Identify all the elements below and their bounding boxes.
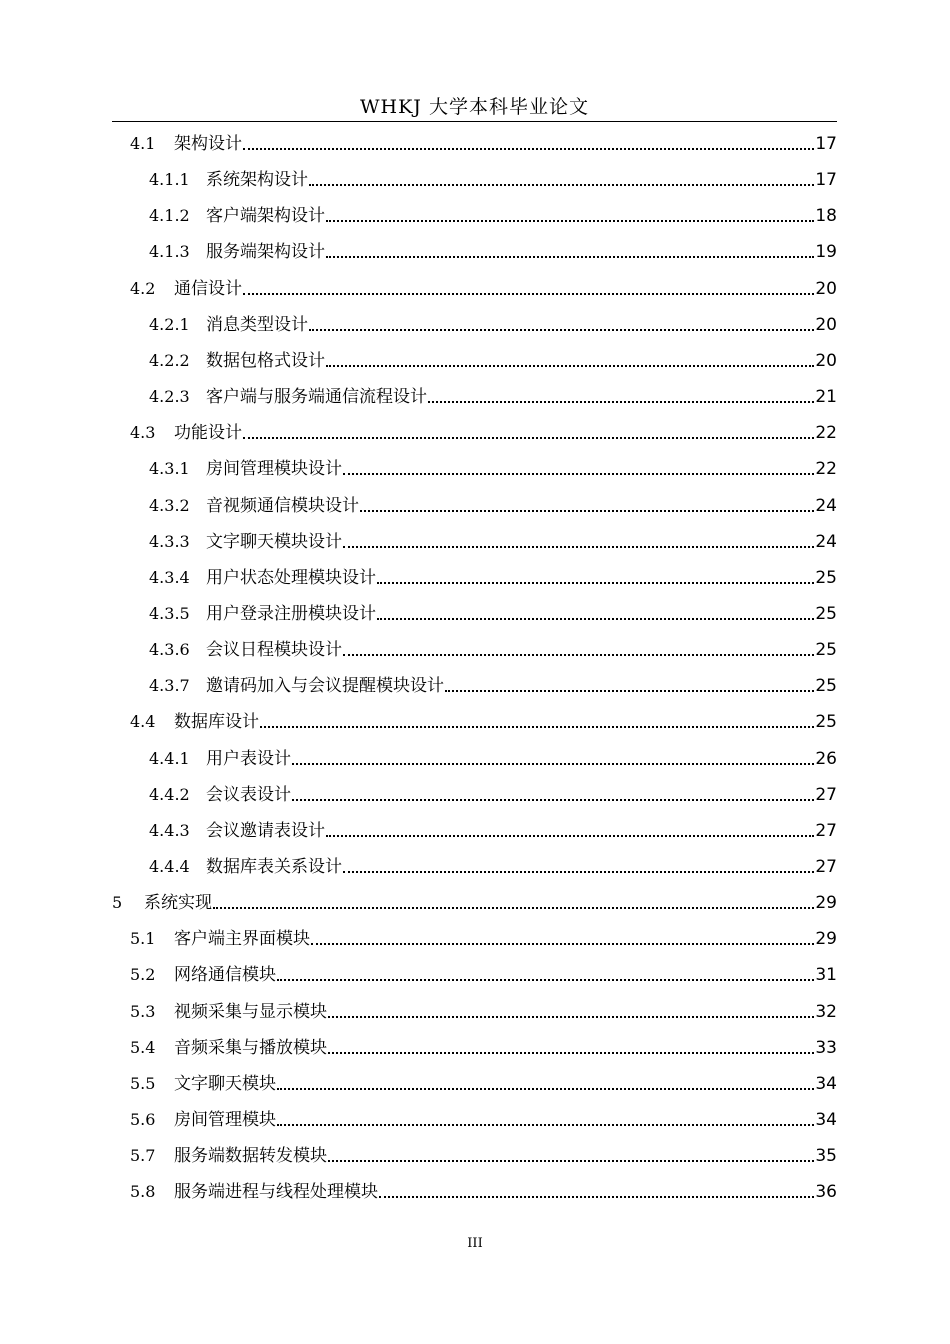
toc-entry-title: 文字聊天模块设计 xyxy=(206,531,342,552)
toc-entry-page: 27 xyxy=(815,784,837,805)
toc-entry-number: 4.3.2 xyxy=(149,495,190,515)
toc-entry-number: 5.3 xyxy=(130,1001,156,1021)
toc-entry-page: 25 xyxy=(815,567,837,588)
toc-entry[interactable] xyxy=(130,1181,837,1203)
dot-leader xyxy=(309,184,814,186)
toc-entry-title: 客户端与服务端通信流程设计 xyxy=(206,387,427,408)
toc-entry-title: 音视频通信模块设计 xyxy=(206,495,359,516)
toc-entry-number: 4.2.1 xyxy=(149,314,190,334)
toc-entry-title: 客户端主界面模块 xyxy=(174,929,310,950)
toc-entry-number: 5 xyxy=(112,893,123,913)
toc-entry-page: 25 xyxy=(815,712,837,733)
toc-entry-number: 5.1 xyxy=(130,929,156,949)
toc-entry-number: 5.4 xyxy=(130,1037,156,1057)
dot-leader xyxy=(260,726,814,728)
toc-entry-number: 5.8 xyxy=(130,1182,156,1202)
toc-entry[interactable] xyxy=(149,567,837,589)
toc-entry-title: 会议表设计 xyxy=(206,784,291,805)
toc-entry-page: 34 xyxy=(815,1073,837,1094)
toc-entry-title: 数据库表关系设计 xyxy=(206,857,342,877)
toc-entry[interactable] xyxy=(130,1109,837,1131)
dot-leader xyxy=(343,546,814,548)
dot-leader xyxy=(277,1088,814,1090)
toc-entry-title: 数据包格式设计 xyxy=(206,350,325,371)
dot-leader xyxy=(213,907,814,909)
toc-entry-title: 服务端数据转发模块 xyxy=(174,1146,327,1167)
dot-leader xyxy=(326,256,814,258)
dot-leader xyxy=(328,1016,814,1018)
toc-entry[interactable] xyxy=(149,495,837,517)
toc-entry-title: 功能设计 xyxy=(174,423,242,444)
toc-entry-title: 系统实现 xyxy=(144,893,212,914)
dot-leader xyxy=(326,220,814,222)
toc-entry-number: 5.2 xyxy=(130,965,156,985)
toc-entry[interactable] xyxy=(130,928,837,950)
toc-entry-number: 4.4 xyxy=(130,712,156,732)
toc-entry-page: 27 xyxy=(815,857,837,877)
toc-entry-page: 17 xyxy=(815,170,837,191)
toc-entry-page: 20 xyxy=(815,278,837,299)
toc-entry-number: 4.3 xyxy=(130,423,156,443)
toc-entry[interactable] xyxy=(130,1145,837,1167)
toc-entry[interactable] xyxy=(149,784,837,806)
toc-entry-page: 27 xyxy=(815,820,837,841)
toc-entry[interactable] xyxy=(130,1037,837,1059)
dot-leader xyxy=(243,293,814,295)
dot-leader xyxy=(377,618,814,620)
toc-entry[interactable] xyxy=(130,1001,837,1023)
toc-entry-page: 20 xyxy=(815,350,837,371)
toc-entry-page: 34 xyxy=(815,1110,837,1131)
toc-entry-title: 音频采集与播放模块 xyxy=(174,1037,327,1058)
toc-entry[interactable] xyxy=(149,350,837,372)
toc-entry-title: 用户表设计 xyxy=(206,748,291,769)
toc-entry-page: 35 xyxy=(815,1146,837,1167)
toc-entry[interactable] xyxy=(149,820,837,842)
toc-entry-number: 4.1 xyxy=(130,134,156,153)
dot-leader xyxy=(445,690,814,692)
dot-leader xyxy=(326,365,814,367)
toc-entry-page: 31 xyxy=(815,965,837,986)
toc-entry[interactable] xyxy=(130,278,837,300)
toc-entry-number: 4.4.1 xyxy=(149,748,190,768)
dot-leader xyxy=(343,473,814,475)
toc-entry-title: 网络通信模块 xyxy=(174,965,276,986)
toc-entry-number: 4.2 xyxy=(130,278,156,298)
dot-leader xyxy=(343,654,814,656)
toc-entry-page: 29 xyxy=(815,929,837,950)
toc-entry-title: 房间管理模块设计 xyxy=(206,459,342,480)
toc-entry-title: 用户登录注册模块设计 xyxy=(206,603,376,624)
toc-entry-title: 邀请码加入与会议提醒模块设计 xyxy=(206,676,444,697)
toc-entry[interactable] xyxy=(149,205,837,227)
toc-entry-number: 4.1.1 xyxy=(149,170,190,190)
toc-entry-title: 消息类型设计 xyxy=(206,314,308,335)
toc-entry-page: 22 xyxy=(815,423,837,444)
toc-entry-page: 26 xyxy=(815,748,837,769)
toc-entry-page: 19 xyxy=(815,242,837,263)
dot-leader xyxy=(292,799,814,801)
toc-entry-page: 20 xyxy=(815,314,837,335)
dot-leader xyxy=(328,1052,814,1054)
dot-leader xyxy=(277,1124,814,1126)
toc-entry-title: 架构设计 xyxy=(174,134,242,154)
toc-entry[interactable] xyxy=(130,422,837,444)
toc-entry-page: 25 xyxy=(815,603,837,624)
toc-entry-number: 4.4.3 xyxy=(149,820,190,840)
toc-entry-title: 服务端进程与线程处理模块 xyxy=(174,1182,378,1203)
toc-entry-page: 24 xyxy=(815,495,837,516)
toc-entry-number: 4.3.4 xyxy=(149,567,190,587)
toc-entry-page: 17 xyxy=(815,134,837,154)
toc-entry[interactable] xyxy=(130,711,837,733)
page-number: III xyxy=(467,1236,483,1251)
toc-entry-number: 4.1.2 xyxy=(149,206,190,226)
dot-leader xyxy=(309,329,814,331)
toc-entry[interactable] xyxy=(149,531,837,553)
toc-entry-title: 视频采集与显示模块 xyxy=(174,1001,327,1022)
toc-entry-page: 25 xyxy=(815,640,837,661)
toc-entry[interactable] xyxy=(149,675,837,697)
toc-entry-page: 29 xyxy=(815,893,837,914)
toc-entry-page: 25 xyxy=(815,676,837,697)
header-rule xyxy=(112,121,837,122)
dot-leader xyxy=(343,871,814,873)
toc-entry-page: 32 xyxy=(815,1001,837,1022)
dot-leader xyxy=(428,401,814,403)
toc-entry[interactable] xyxy=(149,386,837,408)
toc-entry-number: 5.5 xyxy=(130,1073,156,1093)
toc-entry-title: 会议日程模块设计 xyxy=(206,640,342,661)
toc-entry[interactable] xyxy=(149,856,837,878)
toc-entry-title: 服务端架构设计 xyxy=(206,242,325,263)
toc-entry-title: 通信设计 xyxy=(174,278,242,299)
toc-entry-number: 4.3.7 xyxy=(149,676,190,696)
toc-entry-page: 18 xyxy=(815,206,837,227)
toc-entry-page: 24 xyxy=(815,531,837,552)
toc-entry[interactable] xyxy=(149,314,837,336)
toc-entry-number: 4.3.3 xyxy=(149,531,190,551)
dot-leader xyxy=(243,148,814,150)
toc-entry-title: 数据库设计 xyxy=(174,712,259,733)
toc-entry[interactable] xyxy=(130,1073,837,1095)
toc-entry-number: 4.3.5 xyxy=(149,603,190,623)
toc-entry-number: 4.3.1 xyxy=(149,459,190,479)
toc-entry[interactable] xyxy=(149,639,837,661)
dot-leader xyxy=(379,1196,814,1198)
toc-entry[interactable] xyxy=(149,458,837,480)
running-header: WHKJ 大学本科毕业论文 xyxy=(360,96,589,118)
toc-entry[interactable] xyxy=(149,748,837,770)
toc-entry-number: 5.7 xyxy=(130,1146,156,1166)
toc-entry-number: 4.4.2 xyxy=(149,784,190,804)
toc-entry-page: 21 xyxy=(815,387,837,408)
toc-entry-title: 房间管理模块 xyxy=(174,1110,276,1131)
toc-entry-number: 4.4.4 xyxy=(149,857,190,876)
toc-entry[interactable] xyxy=(112,892,837,914)
dot-leader xyxy=(360,510,814,512)
toc-entry[interactable] xyxy=(149,169,837,191)
toc-entry[interactable] xyxy=(130,133,837,155)
toc-entry-number: 4.3.6 xyxy=(149,640,190,660)
toc-entry[interactable] xyxy=(130,964,837,986)
toc-entry-title: 会议邀请表设计 xyxy=(206,820,325,841)
toc-entry-number: 4.1.3 xyxy=(149,242,190,262)
dot-leader xyxy=(328,1160,814,1162)
toc-entry-page: 22 xyxy=(815,459,837,480)
toc-entry[interactable] xyxy=(149,241,837,263)
toc-entry-title: 文字聊天模块 xyxy=(174,1073,276,1094)
toc-entry-page: 33 xyxy=(815,1037,837,1058)
toc-entry-title: 客户端架构设计 xyxy=(206,206,325,227)
toc-entry-number: 5.6 xyxy=(130,1110,156,1130)
toc-entry-title: 用户状态处理模块设计 xyxy=(206,567,376,588)
dot-leader xyxy=(377,582,814,584)
dot-leader xyxy=(243,437,814,439)
dot-leader xyxy=(277,979,814,981)
toc-entry-number: 4.2.3 xyxy=(149,387,190,407)
dot-leader xyxy=(292,763,814,765)
toc-entry-page: 36 xyxy=(815,1182,837,1203)
dot-leader xyxy=(326,835,814,837)
dot-leader xyxy=(311,943,814,945)
toc-entry-title: 系统架构设计 xyxy=(206,170,308,191)
toc-entry-number: 4.2.2 xyxy=(149,350,190,370)
toc-entry[interactable] xyxy=(149,603,837,625)
